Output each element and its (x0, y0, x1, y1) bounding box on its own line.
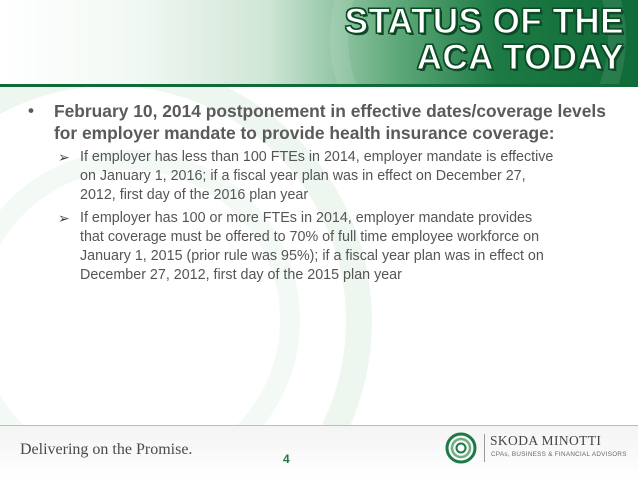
sub-bullet-list (58, 148, 558, 285)
page-number: 4 (283, 452, 290, 466)
company-logo (445, 430, 630, 466)
header-accent-line (0, 84, 638, 87)
sub-bullet-text: If employer has less than 100 FTEs in 2014, employer mandate is effective on January 1, 2016; if a fiscal year plan was in effect on December 27, 2012, first day of the 2016 plan year (80, 149, 554, 203)
slide-title (345, 4, 624, 76)
slide-title-line-2: ACA TODAY (416, 38, 624, 77)
logo-divider (484, 434, 485, 462)
main-bullet (28, 100, 624, 144)
logo-company-name: SKODA MINOTTI (490, 433, 602, 448)
logo-company-tagline: CPAs, BUSINESS & FINANCIAL ADVISORS (491, 451, 627, 458)
sub-bullet-item (58, 148, 558, 205)
slide-content (28, 100, 624, 289)
bullet-dot-icon: • (28, 101, 34, 120)
arrow-bullet-icon: ➢ (58, 149, 70, 165)
arrow-bullet-icon: ➢ (58, 210, 70, 226)
concentric-circles-logo-icon (445, 432, 477, 464)
main-bullet-text: February 10, 2014 postponement in effective dates/coverage levels for employer mandate to provide health insurance coverage: (54, 101, 606, 143)
sub-bullet-text: If employer has 100 or more FTEs in 2014, employer mandate provides that coverage must be offered to 70% of full time employee workforce on January 1, 2015 (prior rule was 95%); if a fiscal year plan was in effect on December 27, 2012, first day of the 2015 plan year (80, 210, 544, 283)
footer-tagline: Delivering on the Promise. (20, 441, 193, 458)
sub-bullet-item (58, 209, 558, 285)
header-band (0, 0, 638, 84)
slide-title-line-1: STATUS OF THE (344, 2, 624, 41)
